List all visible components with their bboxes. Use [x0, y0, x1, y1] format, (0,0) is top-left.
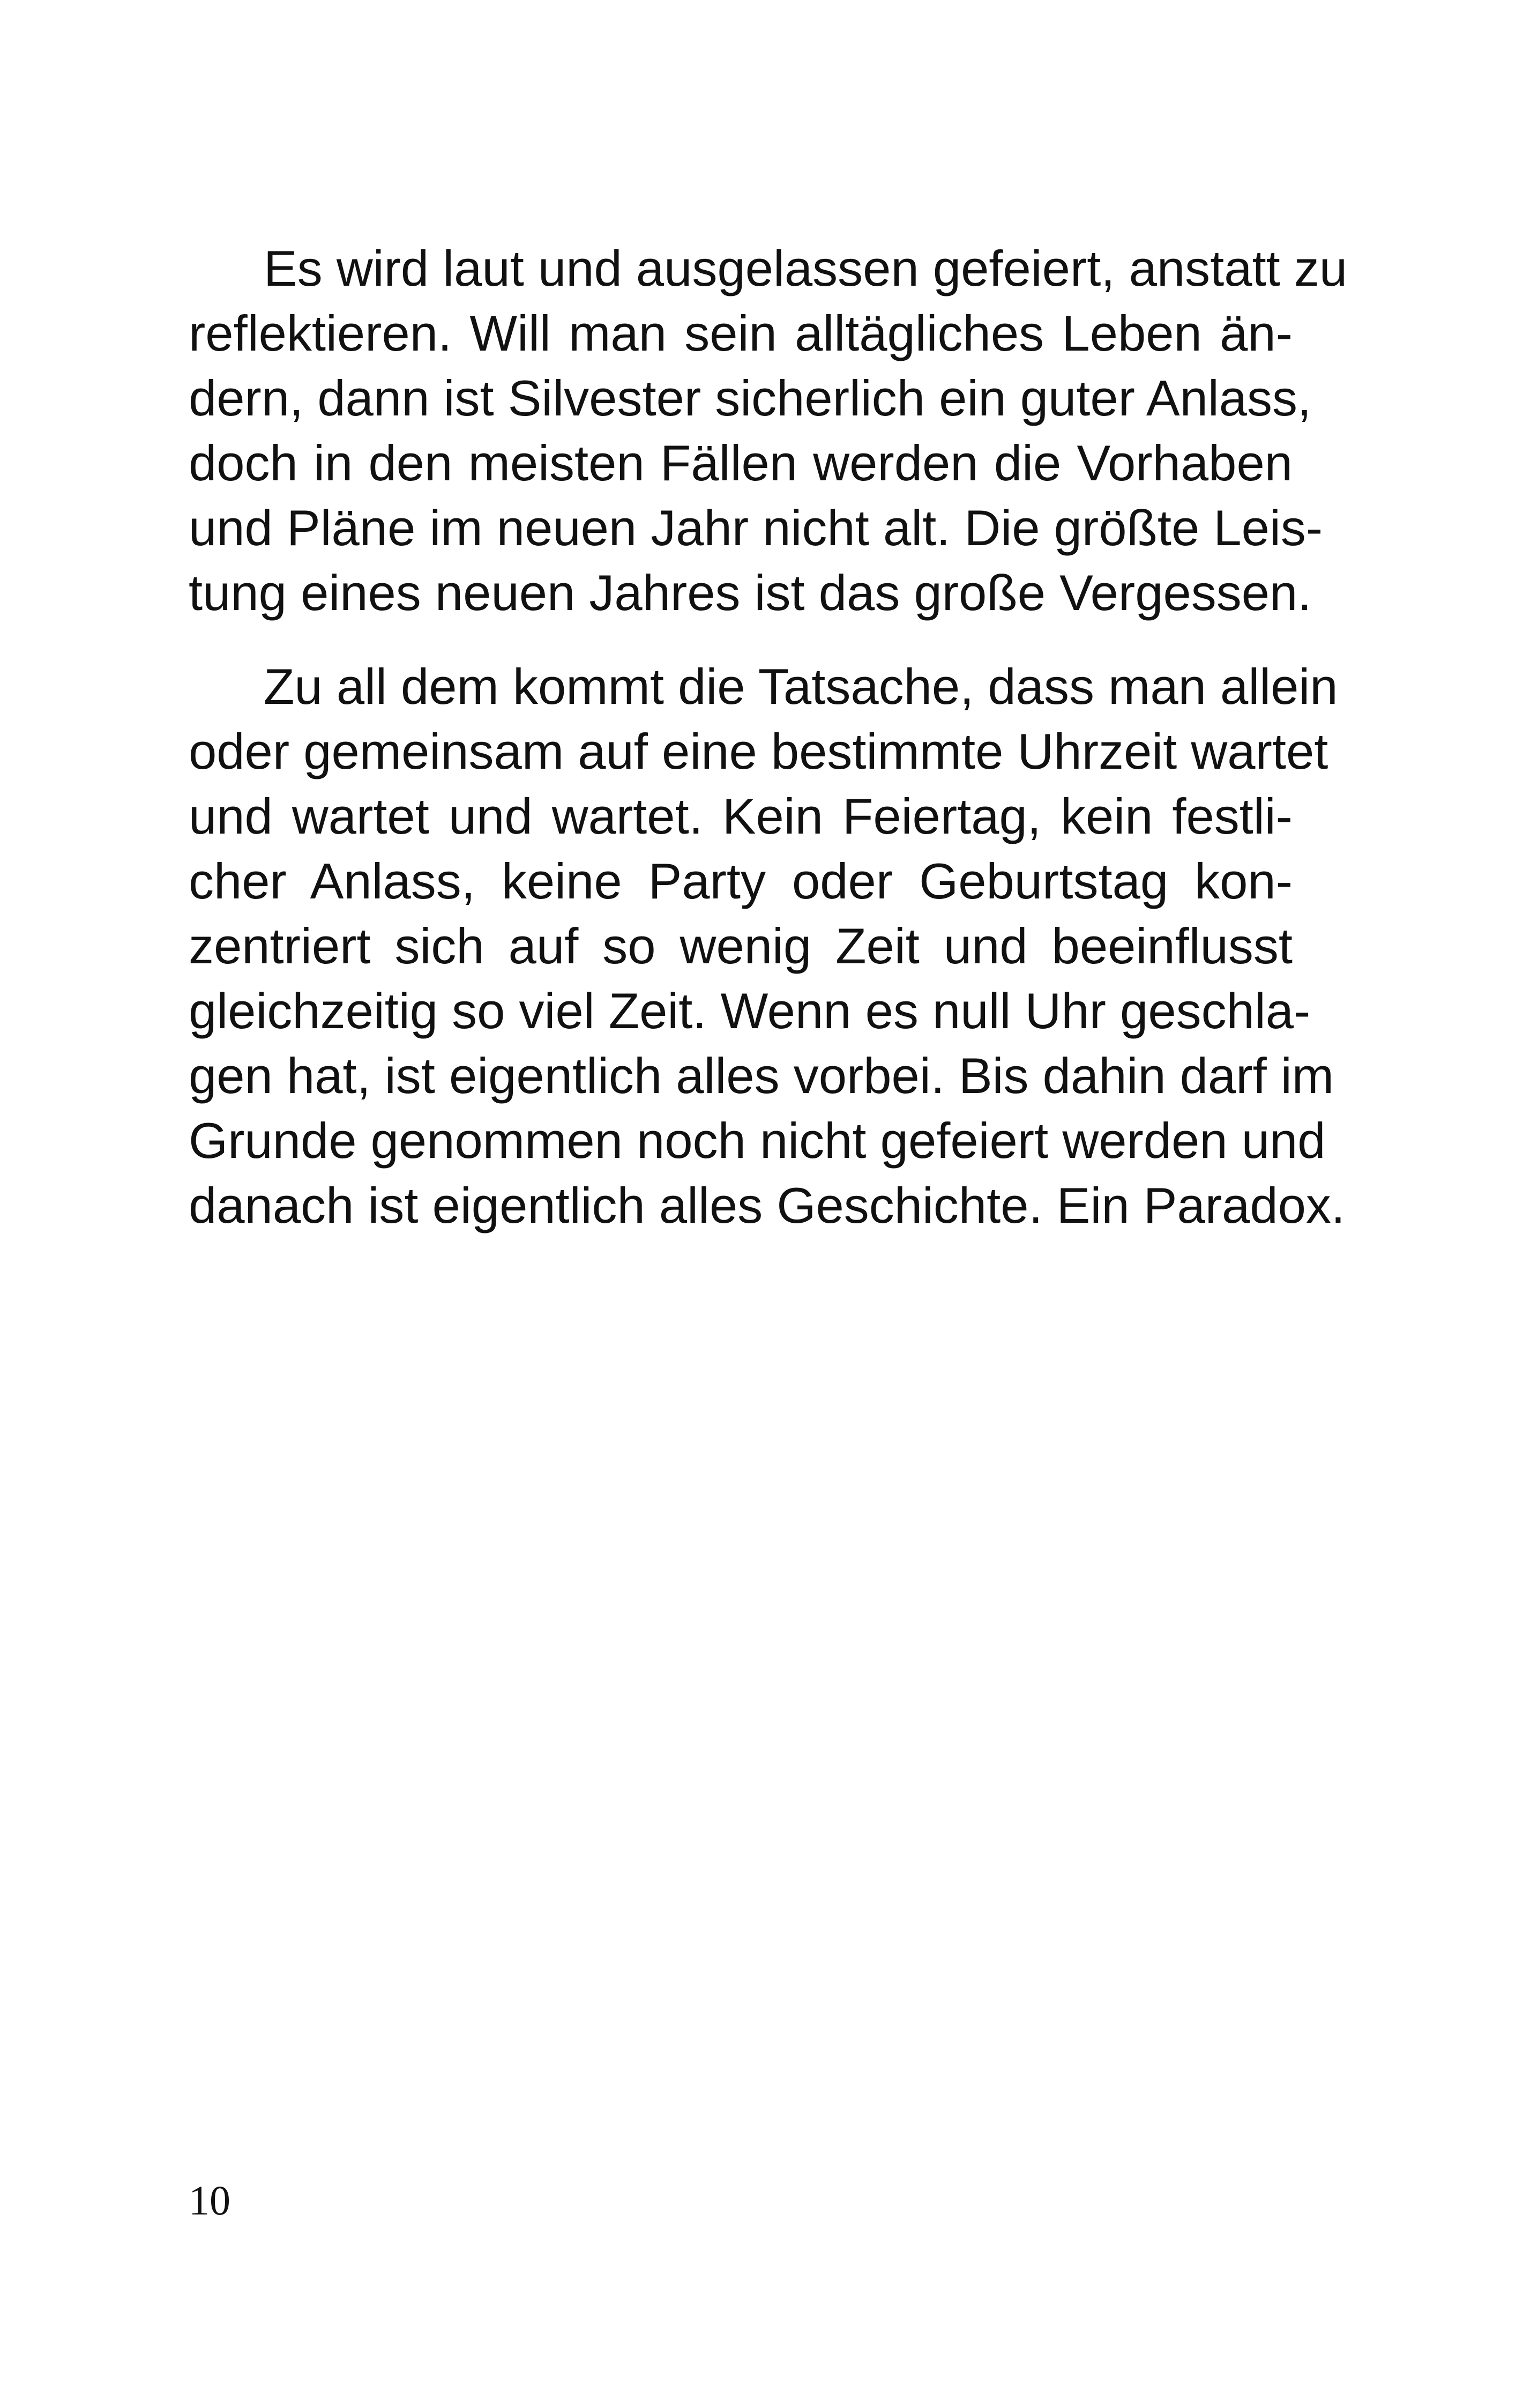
text-line: oder gemeinsam auf eine bestimmte Uhrzeit wartet — [189, 723, 1328, 779]
text-line: und Pläne im neuen Jahr nicht alt. Die größte Leis- — [189, 500, 1323, 556]
paragraph-spacer — [189, 625, 1293, 654]
paragraph-1 — [189, 236, 1348, 625]
text-line: doch in den meisten Fällen werden die Vorhaben — [189, 435, 1293, 491]
text-line: danach ist eigentlich alles Geschichte. Ein Paradox. — [189, 1177, 1346, 1233]
text-line: zentriert sich auf so wenig Zeit und beeinflusst — [189, 918, 1293, 974]
body-text — [189, 236, 1348, 1238]
text-line: und wartet und wartet. Kein Feiertag, kein festli- — [189, 788, 1293, 844]
text-line: Zu all dem kommt die Tatsache, dass man allein — [264, 658, 1338, 715]
paragraph-2 — [189, 654, 1346, 1238]
text-line: Es wird laut und ausgelassen gefeiert, anstatt zu — [264, 240, 1348, 296]
text-line: gleichzeitig so viel Zeit. Wenn es null Uhr geschla- — [189, 983, 1311, 1039]
text-line: Grunde genommen noch nicht gefeiert werden und — [189, 1112, 1326, 1169]
text-line: tung eines neuen Jahres ist das große Vergessen. — [189, 564, 1312, 621]
text-line: gen hat, ist eigentlich alles vorbei. Bis dahin darf im — [189, 1047, 1334, 1104]
text-line: dern, dann ist Silvester sicherlich ein guter Anlass, — [189, 370, 1312, 426]
page-number: 10 — [189, 2177, 230, 2224]
text-line: reflektieren. Will man sein alltägliches Leben än- — [189, 305, 1293, 361]
text-line: cher Anlass, keine Party oder Geburtstag kon- — [189, 853, 1293, 909]
